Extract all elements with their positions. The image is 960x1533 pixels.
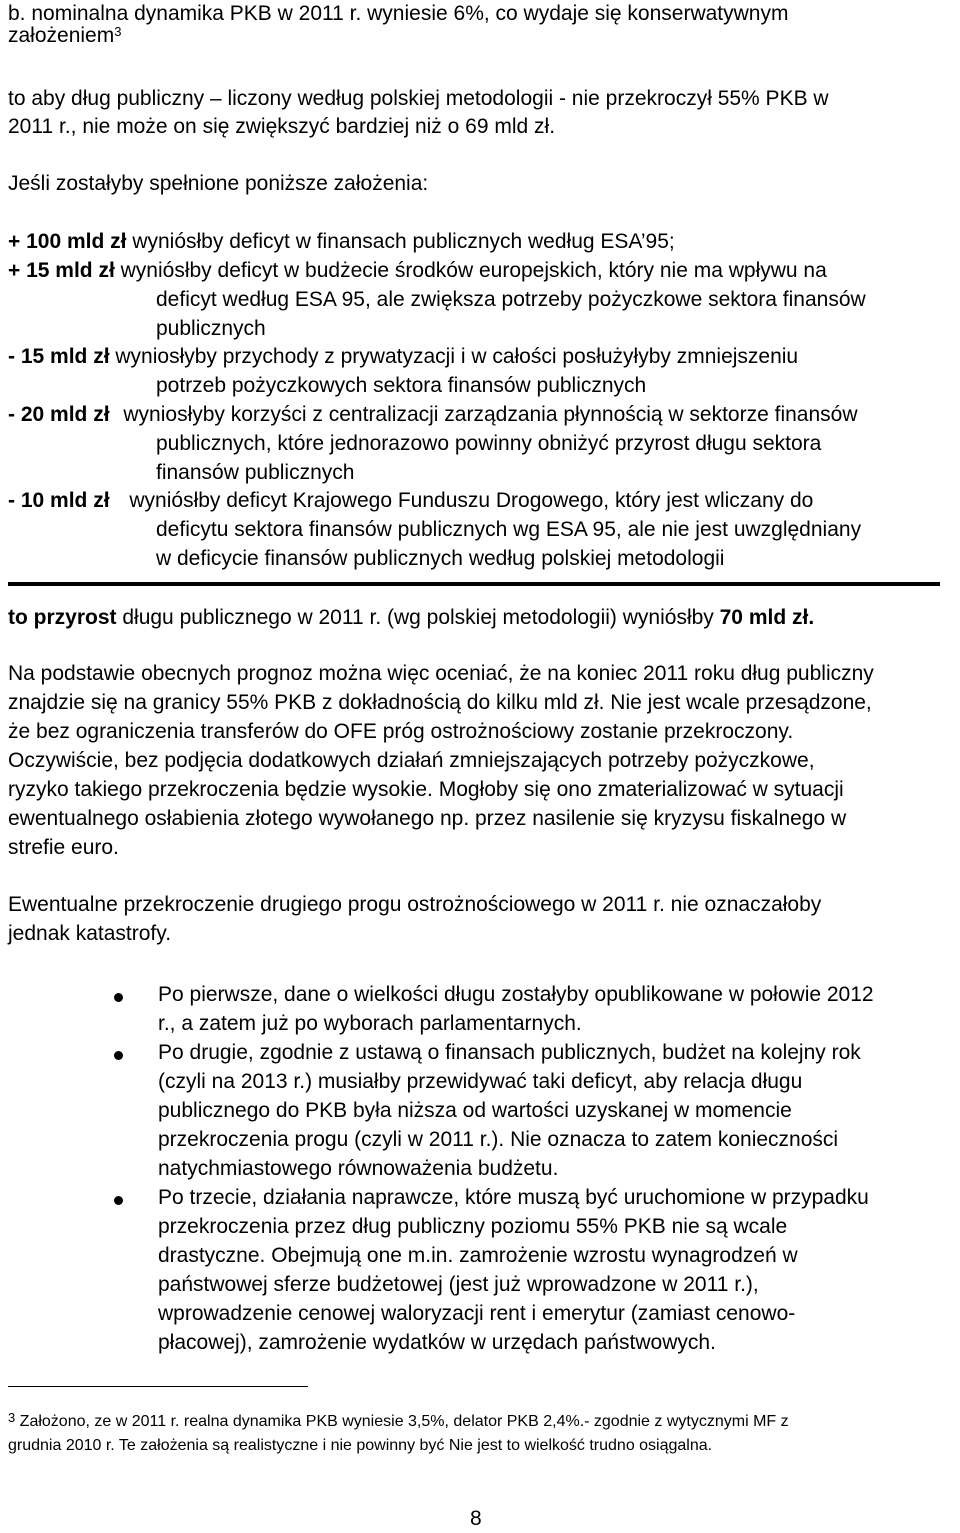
- bullet-2-line2: (czyli na 2013 r.) musiałby przewidywać taki deficyt, aby relacja długu: [158, 1070, 803, 1093]
- footnote-number: 3: [8, 1410, 16, 1425]
- result-bold-start: to przyrost: [8, 606, 117, 629]
- assumption-1: [8, 228, 675, 256]
- assumption-1-text: wyniósłby deficyt w finansach publicznych według ESA’95;: [132, 230, 675, 253]
- bullet-2-line1: Po drugie, zgodnie z ustawą o finansach publicznych, budżet na kolejny rok: [158, 1041, 861, 1064]
- item-b-line1: b. nominalna dynamika PKB w 2011 r. wyniesie 6%, co wydaje się konserwatywnym: [8, 2, 789, 25]
- assumption-2-line3: publicznych: [156, 317, 266, 340]
- paragraph1-line5: ryzyko takiego przekroczenia będzie wysokie. Mogłoby się ono zmaterializować w sytuacji: [8, 778, 844, 801]
- assumption-3-line2: potrzeb pożyczkowych sektora finansów publicznych: [156, 374, 647, 397]
- assumption-4-text: wyniosłyby korzyści z centralizacji zarządzania płynnością w sektorze finansów: [123, 403, 858, 426]
- item-b-text: założeniem: [8, 24, 115, 47]
- paragraph1-line3: że bez ograniczenia transferów do OFE próg ostrożnościowy zostanie przekroczony.: [8, 720, 794, 743]
- paragraph1-line1: Na podstawie obecnych prognoz można więc oceniać, że na koniec 2011 roku dług publiczny: [8, 662, 874, 685]
- lead-line2: 2011 r., nie może on się zwiększyć bardziej niż o 69 mld zł.: [8, 115, 556, 138]
- bullet-2-line3: publicznego do PKB była niższa od wartości uzyskanej w momencie: [158, 1099, 792, 1122]
- item-b-line2: [8, 22, 121, 50]
- footnote-ref: 3: [114, 24, 122, 39]
- sum-rule: [8, 582, 940, 586]
- bullet-marker-2: [114, 1051, 123, 1060]
- bullet-1-line1: Po pierwsze, dane o wielkości długu zostałyby opublikowane w połowie 2012: [158, 983, 874, 1006]
- paragraph1-line7: strefie euro.: [8, 836, 119, 859]
- assumption-5-text: wyniósłby deficyt Krajowego Funduszu Drogowego, który jest wliczany do: [129, 489, 814, 512]
- assumption-2-line2: deficyt według ESA 95, ale zwiększa potrzeby pożyczkowe sektora finansów: [156, 288, 866, 311]
- bullet-2-line4: przekroczenia progu (czyli w 2011 r.). Nie oznacza to zatem konieczności: [158, 1128, 839, 1151]
- assumption-3-amount: - 15 mld zł: [8, 345, 110, 368]
- bullet-3-line1: Po trzecie, działania naprawcze, które muszą być uruchomione w przypadku: [158, 1186, 869, 1209]
- assumption-4-line2: publicznych, które jednorazowo powinny obniżyć przyrost długu sektora: [156, 432, 822, 455]
- bullet-marker-1: [114, 993, 123, 1002]
- result-bold-end: 70 mld zł.: [719, 606, 815, 629]
- page-number: 8: [470, 1507, 482, 1530]
- assumption-5-amount: - 10 mld zł: [8, 489, 110, 512]
- footnote-separator: [8, 1386, 308, 1387]
- paragraph2-line1: Ewentualne przekroczenie drugiego progu ostrożnościowego w 2011 r. nie oznaczałoby: [8, 893, 822, 916]
- bullet-3-line4: państwowej sferze budżetowej (jest już wprowadzone w 2011 r.),: [158, 1273, 759, 1296]
- paragraph1-line4: Oczywiście, bez podjęcia dodatkowych działań zmniejszających potrzeby pożyczkowe,: [8, 749, 815, 772]
- assumption-5-line2: deficytu sektora finansów publicznych wg ESA 95, ale nie jest uwzględniany: [156, 518, 862, 541]
- paragraph1-line6: ewentualnego osłabienia złotego wywołanego np. przez nasilenie się kryzysu fiskalnego w: [8, 807, 847, 830]
- result-line: [8, 604, 814, 632]
- lead-line1: to aby dług publiczny – liczony według polskiej metodologii - nie przekroczył 55% PKB w: [8, 87, 829, 110]
- assumption-5: [8, 487, 813, 515]
- paragraph2-line2: jednak katastrofy.: [8, 922, 172, 945]
- bullet-2-line5: natychmiastowego równoważenia budżetu.: [158, 1157, 559, 1180]
- assumption-2-text: wyniósłby deficyt w budżecie środków europejskich, który nie ma wpływu na: [120, 259, 827, 282]
- footnote-line1: [8, 1410, 789, 1434]
- assumption-4-line3: finansów publicznych: [156, 461, 355, 484]
- bullet-3-line2: przekroczenia przez dług publiczny poziomu 55% PKB nie są wcale: [158, 1215, 788, 1238]
- bullet-3-line6: płacowej), zamrożenie wydatków w urzędach państwowych.: [158, 1331, 716, 1354]
- bullet-1-line2: r., a zatem już po wyborach parlamentarnych.: [158, 1012, 582, 1035]
- footnote-text1: Założono, ze w 2011 r. realna dynamika PKB wyniesie 3,5%, delator PKB 2,4%.- zgodnie z wytycznymi MF z: [15, 1413, 789, 1430]
- assumption-5-line3: w deficycie finansów publicznych według polskiej metodologii: [156, 547, 725, 570]
- assumption-2-amount: + 15 mld zł: [8, 259, 115, 282]
- assumption-4: [8, 401, 858, 429]
- bullet-3-line5: wprowadzenie cenowej waloryzacji rent i emerytur (zamiast cenowo-: [158, 1302, 796, 1325]
- footnote-line2: grudnia 2010 r. Te założenia są realistyczne i nie powinny być Nie jest to wielkość trudno osiągalna.: [8, 1437, 713, 1454]
- assumption-2: [8, 257, 827, 285]
- assumption-1-amount: + 100 mld zł: [8, 230, 127, 253]
- assumption-4-amount: - 20 mld zł: [8, 403, 110, 426]
- assumptions-heading: Jeśli zostałyby spełnione poniższe założenia:: [8, 172, 429, 195]
- bullet-marker-3: [114, 1196, 123, 1205]
- paragraph1-line2: znajdzie się na granicy 55% PKB z dokładnością do kilku mld zł. Nie jest wcale przesądzone,: [8, 691, 872, 714]
- assumption-3-text: wyniosłyby przychody z prywatyzacji i w całości posłużyłyby zmniejszeniu: [115, 345, 799, 368]
- assumption-3: [8, 343, 798, 371]
- result-middle: długu publicznego w 2011 r. (wg polskiej metodologii) wyniósłby: [116, 606, 720, 629]
- bullet-3-line3: drastyczne. Obejmują one m.in. zamrożenie wzrostu wynagrodzeń w: [158, 1244, 798, 1267]
